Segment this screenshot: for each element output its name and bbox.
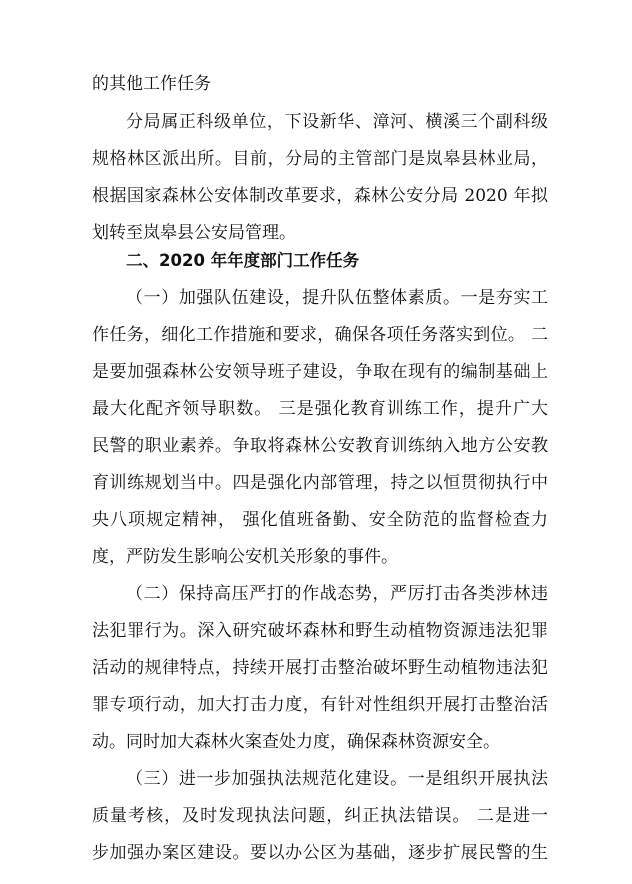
text-line: 罪专项行动，加大打击力度，有针对性组织开展打击整治活	[92, 695, 548, 715]
text-line: 育训练规划当中。四是强化内部管理，持之以恒贯彻执行中	[92, 473, 548, 493]
text-line: 最大化配齐领导职数。 三是强化教育训练工作，提升广大	[92, 399, 548, 419]
text-line: 质量考核，及时发现执法问题，纠正执法错误。 二是进一	[92, 806, 548, 826]
text-line: 度，严防发生影响公安机关形象的事件。	[92, 547, 398, 567]
text-line: 规格林区派出所。目前，分局的主管部门是岚皋县林业局，	[92, 149, 548, 169]
text-line: 法犯罪行为。深入研究破坏森林和野生动植物资源违法犯罪	[92, 621, 548, 641]
text-line: 动。同时加大森林火案查处力度，确保森林资源安全。	[92, 732, 500, 752]
text-line: 央八项规定精神， 强化值班备勤、安全防范的监督检查力	[92, 510, 548, 530]
text-line: （三）进一步加强执法规范化建设。一是组织开展执法	[126, 769, 548, 789]
text-line: （一）加强队伍建设，提升队伍整体素质。一是夯实工	[126, 288, 548, 308]
text-line: 的其他工作任务	[92, 74, 211, 94]
text-line: 分局属正科级单位，下设新华、漳河、横溪三个副科级	[126, 112, 548, 132]
section-heading: 二、2020 年年度部门工作任务	[126, 251, 360, 270]
text-line: 作任务，细化工作措施和要求，确保各项任务落实到位。 二	[92, 325, 548, 345]
text-line: 步加强办案区建设。要以办公区为基础，逐步扩展民警的生	[92, 843, 548, 863]
text-line: 民警的职业素养。争取将森林公安教育训练纳入地方公安教	[92, 436, 548, 456]
text-line: 活动的规律特点，持续开展打击整治破坏野生动植物违法犯	[92, 658, 548, 678]
text-line: 根据国家森林公安体制改革要求，森林公安分局 2020 年拟	[92, 186, 548, 206]
text-line: （二）保持高压严打的作战态势，严厉打击各类涉林违	[126, 584, 548, 604]
text-line: 是要加强森林公安领导班子建设，争取在现有的编制基础上	[92, 362, 548, 382]
text-line: 划转至岚皋县公安局管理。	[92, 223, 296, 243]
